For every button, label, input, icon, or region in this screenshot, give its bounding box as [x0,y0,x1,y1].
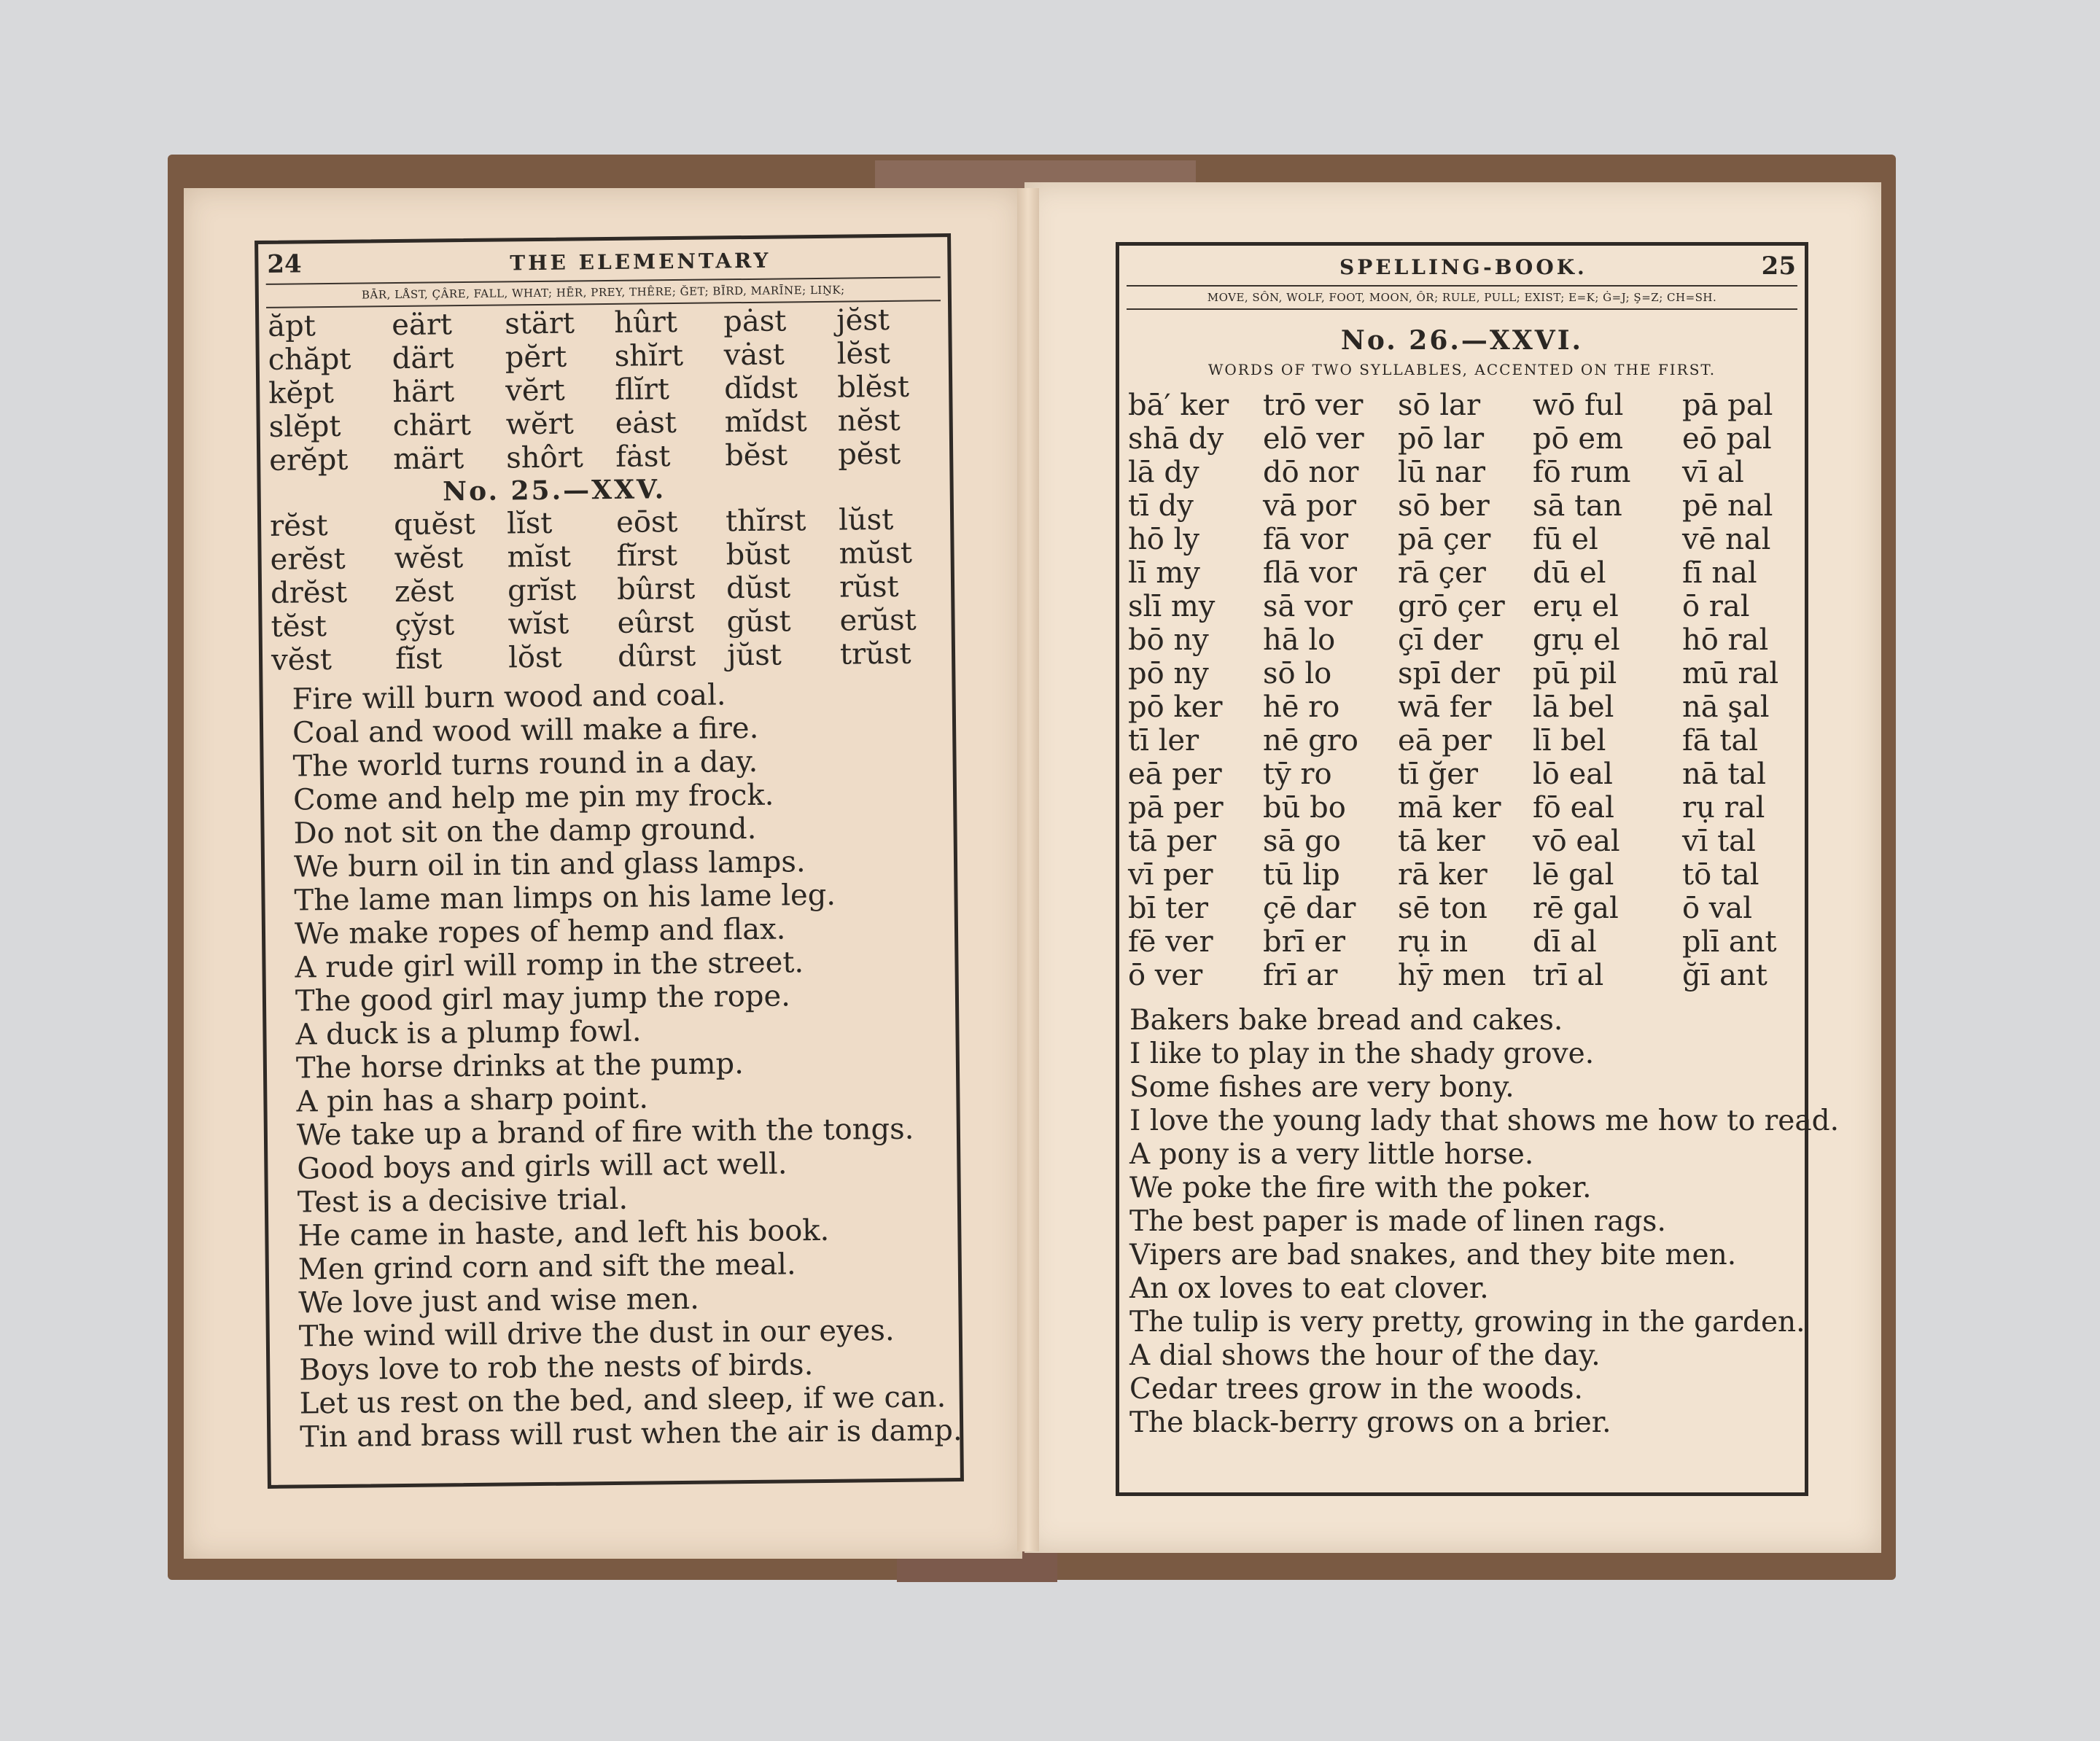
word-cell: slĕpt [268,409,341,444]
word-cell: jŭst [726,638,782,673]
word-cell: tū lip [1263,858,1340,892]
word-cell: erĕpt [268,443,349,478]
word-cell: vā por [1263,489,1356,523]
word-cell: grụ el [1533,623,1620,657]
sentence-line: A duck is a plump fowl. [295,1014,642,1052]
word-row [1128,489,1799,523]
word-cell: vō eal [1533,825,1620,858]
word-cell: flĭrt [614,373,670,407]
word-table-part2 [270,502,942,677]
word-cell: brī er [1263,925,1346,959]
word-cell: sō lo [1263,657,1332,690]
word-cell: hē ro [1263,690,1340,724]
running-title: THE ELEMENTARY [510,248,771,276]
word-cell: tī ler [1128,724,1199,757]
running-title: SPELLING-BOOK. [1339,255,1587,279]
word-cell: därt [392,341,454,376]
word-cell: tō tal [1682,858,1759,892]
word-cell: kĕpt [268,375,335,410]
word-cell: nē gro [1263,724,1358,757]
word-cell: drĕst [270,575,348,610]
section-subtitle: WORDS OF TWO SYLLABLES, ACCENTED ON THE FIRST. [1208,361,1716,378]
sentence-line: We make ropes of hemp and flax. [294,912,786,951]
sentence-line: The horse drinks at the pump. [295,1047,744,1086]
word-cell: slī my [1128,590,1216,623]
word-cell: trō ver [1263,389,1364,422]
word-cell: hûrt [614,305,678,340]
sentence-line: Some fishes are very bony. [1129,1071,1514,1104]
word-table [1128,389,1799,992]
word-cell: pē nal [1682,489,1773,523]
sentence-line: Coal and wood will make a fire. [292,711,759,750]
sentence-line: We love just and wise men. [298,1282,700,1320]
word-cell: lŏst [508,640,562,675]
word-cell: lŭst [838,502,894,537]
word-cell: wĕst [394,541,464,576]
pronunciation-key: BĀR, LÅST, ÇÂRE, FALL, WHAT; HĒR, PREY, THÊRE; ĞET; BĪRD, MARĪNE; LIṈK; [266,276,941,308]
word-cell: bū bo [1263,791,1346,825]
right-running-head [1119,246,1805,284]
word-cell: mĭst [507,540,572,575]
word-cell: vī tal [1682,825,1756,858]
word-cell: rā ker [1398,858,1488,892]
word-cell: härt [392,375,455,410]
sentence-line: Bakers bake bread and cakes. [1129,1004,1563,1037]
word-cell: rụ in [1398,925,1469,959]
word-cell: quĕst [393,507,476,542]
book-gutter [1017,188,1039,1551]
word-cell: dûrst [617,639,696,674]
word-cell: wĕrt [505,407,575,442]
section-title: No. 25.—XXV. [442,474,666,507]
sentence-line: Good boys and girls will act well. [297,1147,788,1186]
word-cell: vī al [1682,456,1744,489]
word-cell: fā vor [1263,523,1349,556]
word-cell: thĭrst [725,504,806,539]
word-cell: stärt [505,306,575,341]
sentence-line: Let us rest on the bed, and sleep, if we can. [299,1380,946,1421]
sentence-line: Men grind corn and sift the meal. [298,1247,796,1287]
word-cell: sō lar [1398,389,1481,422]
word-cell: eûrst [617,605,694,640]
word-cell: bĕst [724,438,788,473]
word-cell: jĕst [836,303,890,338]
sentence-line: I like to play in the shady grove. [1129,1037,1595,1070]
word-cell: lō eal [1533,757,1613,791]
sentence-line: We poke the fire with the poker. [1129,1172,1592,1204]
word-cell: tī dy [1128,489,1194,523]
word-cell: rĕst [269,509,328,543]
word-cell: chăpt [268,342,351,377]
word-cell: shĭrt [614,338,684,373]
word-cell: erŭst [839,603,917,638]
word-cell: lā bel [1533,690,1614,724]
word-cell: wā fer [1398,690,1492,724]
word-cell: nā şal [1682,690,1770,724]
word-cell: eȧst [615,406,677,440]
sentence-list [292,676,960,1454]
word-cell: nĕst [837,403,901,438]
word-table-part1 [268,303,940,478]
word-cell: rā çer [1398,556,1486,590]
word-cell: pȧst [723,304,787,339]
word-cell: ğī ant [1682,959,1768,992]
word-row [1128,892,1799,925]
sentence-line: The tulip is very pretty, growing in the garden. [1129,1306,1805,1339]
word-cell: erụ el [1533,590,1619,623]
word-cell: zĕst [394,575,454,609]
word-row [1128,757,1799,791]
word-cell: frī ar [1263,959,1338,992]
word-cell: erĕst [270,542,346,577]
word-cell: plī ant [1682,925,1777,959]
word-cell: lū nar [1398,456,1485,489]
sentence-line: Come and help me pin my frock. [292,778,774,817]
word-cell: gŭst [726,604,791,639]
sentence-line: Vipers are bad snakes, and they bite men. [1129,1239,1737,1271]
word-cell: fū el [1533,523,1598,556]
sentence-line: I love the young lady that shows me how to read. [1129,1105,1840,1137]
left-page-frame [254,233,964,1489]
word-cell: hō ral [1682,623,1769,657]
word-cell: tā ker [1398,825,1485,858]
sentence-line: We take up a brand of fire with the tongs. [296,1112,914,1153]
word-cell: bā′ ker [1128,389,1229,422]
word-row [1128,556,1799,590]
page-number: 24 [267,249,302,279]
word-cell: eā per [1128,757,1222,791]
word-row [1128,389,1799,422]
word-cell: hā lo [1263,623,1336,657]
word-cell: vĕst [271,642,332,677]
word-cell: tȳ ro [1263,757,1332,791]
word-cell: wĭst [508,607,569,642]
word-cell: fō eal [1533,791,1614,825]
word-cell: çy̆st [394,608,455,643]
word-cell: bō ny [1128,623,1209,657]
sentence-line: The world turns round in a day. [292,744,758,784]
pronunciation-key: MOVE, SÔN, WOLF, FOOT, MOON, ÔR; RULE, PULL; EXIST; E=K; Ġ=J; Ş=Z; CH=SH. [1127,285,1797,310]
word-row [1128,925,1799,959]
word-cell: sē ton [1398,892,1488,925]
word-cell: bī ter [1128,892,1208,925]
word-row [1128,590,1799,623]
sentence-line: A dial shows the hour of the day. [1129,1339,1601,1372]
sentence-line: A pin has a sharp point. [296,1081,649,1119]
sentence-line: The wind will drive the dust in our eyes. [298,1313,895,1354]
word-cell: hȳ men [1398,959,1506,992]
sentence-list [1129,1004,1840,1440]
word-cell: vȧst [723,338,785,373]
word-cell: dō nor [1263,456,1359,489]
word-row [1128,422,1799,456]
word-cell: çī der [1398,623,1483,657]
word-cell: sō ber [1398,489,1490,523]
word-cell: märt [392,442,464,477]
word-cell: ō ral [1682,590,1750,623]
sentence-line: The black-berry grows on a brier. [1129,1406,1611,1439]
word-row [1128,959,1799,992]
word-cell: fē ver [1128,925,1213,959]
right-page-frame [1116,242,1840,1496]
word-cell: dū el [1533,556,1606,590]
word-row [1128,623,1799,657]
word-cell: shā dy [1128,422,1224,456]
word-cell: vī per [1128,858,1213,892]
word-cell: lī my [1128,556,1200,590]
word-cell: flā vor [1263,556,1358,590]
word-cell: trī al [1533,959,1604,992]
word-cell: rŭst [839,569,899,604]
sentence-line: Tin and brass will rust when the air is damp. [300,1413,962,1454]
word-cell: shôrt [505,440,584,475]
word-cell: dī al [1533,925,1597,959]
word-cell: pĕrt [505,340,567,375]
word-row [1128,456,1799,489]
word-cell: pā çer [1398,523,1491,556]
word-cell: bŭst [726,537,790,572]
word-cell: eärt [392,308,453,343]
word-cell: lĕst [836,336,891,371]
word-cell: pō lar [1398,422,1485,456]
word-cell: eōst [615,505,678,540]
word-cell: ō val [1682,892,1753,925]
word-cell: ō ver [1128,959,1203,992]
word-row [269,437,940,478]
word-cell: pū pil [1533,657,1617,690]
word-row [1128,724,1799,757]
word-row [1128,523,1799,556]
word-cell: nā tal [1682,757,1767,791]
word-cell: çē dar [1263,892,1356,925]
word-cell: fō rum [1533,456,1631,489]
word-cell: mĭdst [724,405,807,440]
sentence-line: Do not sit on the damp ground. [293,811,757,851]
word-cell: blĕst [836,370,910,405]
word-cell: fī nal [1682,556,1757,590]
word-cell: rụ ral [1682,791,1765,825]
word-cell: pā per [1128,791,1224,825]
word-cell: grō çer [1398,590,1505,623]
word-cell: grĭst [507,573,577,608]
word-cell: sā tan [1533,489,1622,523]
word-cell: lī bel [1533,724,1606,757]
word-cell: pĕst [837,437,901,472]
word-cell: lā dy [1128,456,1199,489]
sentence-line: The best paper is made of linen rags. [1129,1205,1666,1238]
left-running-head [258,237,947,282]
word-cell: rē gal [1533,892,1619,925]
word-cell: lē gal [1533,858,1614,892]
word-cell: sā vor [1263,590,1353,623]
sentence-line: The good girl may jump the rope. [295,979,791,1018]
word-cell: fā tal [1682,724,1759,757]
word-cell: mū ral [1682,657,1779,690]
sentence-line: Test is a decisive trial. [297,1182,629,1220]
word-cell: elō ver [1263,422,1364,456]
word-row [271,636,942,677]
word-cell: eō pal [1682,422,1772,456]
word-cell: dĭdst [723,371,798,406]
word-cell: sā go [1263,825,1341,858]
word-cell: pō em [1533,422,1624,456]
word-row [1128,825,1799,858]
word-row [1128,858,1799,892]
word-cell: pō ker [1128,690,1223,724]
word-cell: wō ful [1533,389,1624,422]
word-cell: ăpt [268,309,316,343]
word-cell: tĕst [271,609,327,644]
word-cell: fĭst [394,642,443,677]
word-cell: vĕrt [505,373,565,408]
sentence-line: A pony is a very little horse. [1129,1138,1534,1171]
word-cell: hō ly [1128,523,1199,556]
sentence-line: He came in haste, and left his book. [298,1213,830,1253]
word-cell: vē nal [1682,523,1771,556]
sentence-line: Boys love to rob the nests of birds. [299,1348,814,1387]
word-cell: pā pal [1682,389,1773,422]
word-cell: chärt [392,408,472,443]
word-cell: spī der [1398,657,1501,690]
word-cell: eā per [1398,724,1492,757]
sentence-line: Cedar trees grow in the woods. [1129,1373,1583,1406]
sentence-line: Fire will burn wood and coal. [292,678,726,717]
word-cell: fĭrst [616,538,678,573]
word-cell: pō ny [1128,657,1209,690]
word-cell: mŭst [839,536,913,571]
word-cell: mā ker [1398,791,1501,825]
word-cell: tī ğer [1398,757,1478,791]
sentence-line: We burn oil in tin and glass lamps. [293,845,806,884]
word-cell: dŭst [726,571,791,606]
word-cell: bûrst [616,572,696,607]
sentence-line: An ox loves to eat clover. [1129,1272,1489,1305]
sentence-line: The lame man limps on his lame leg. [294,878,836,918]
page-number: 25 [1761,252,1796,281]
sentence-line: A rude girl will romp in the street. [295,946,804,985]
word-cell: trŭst [839,636,911,671]
word-cell: lĭst [506,506,553,541]
word-row [1128,690,1799,724]
word-cell: tā per [1128,825,1217,858]
word-row [1128,657,1799,690]
word-row [1128,791,1799,825]
section-title: No. 26.—XXVI. [1340,325,1584,356]
word-cell: fȧst [615,440,671,474]
